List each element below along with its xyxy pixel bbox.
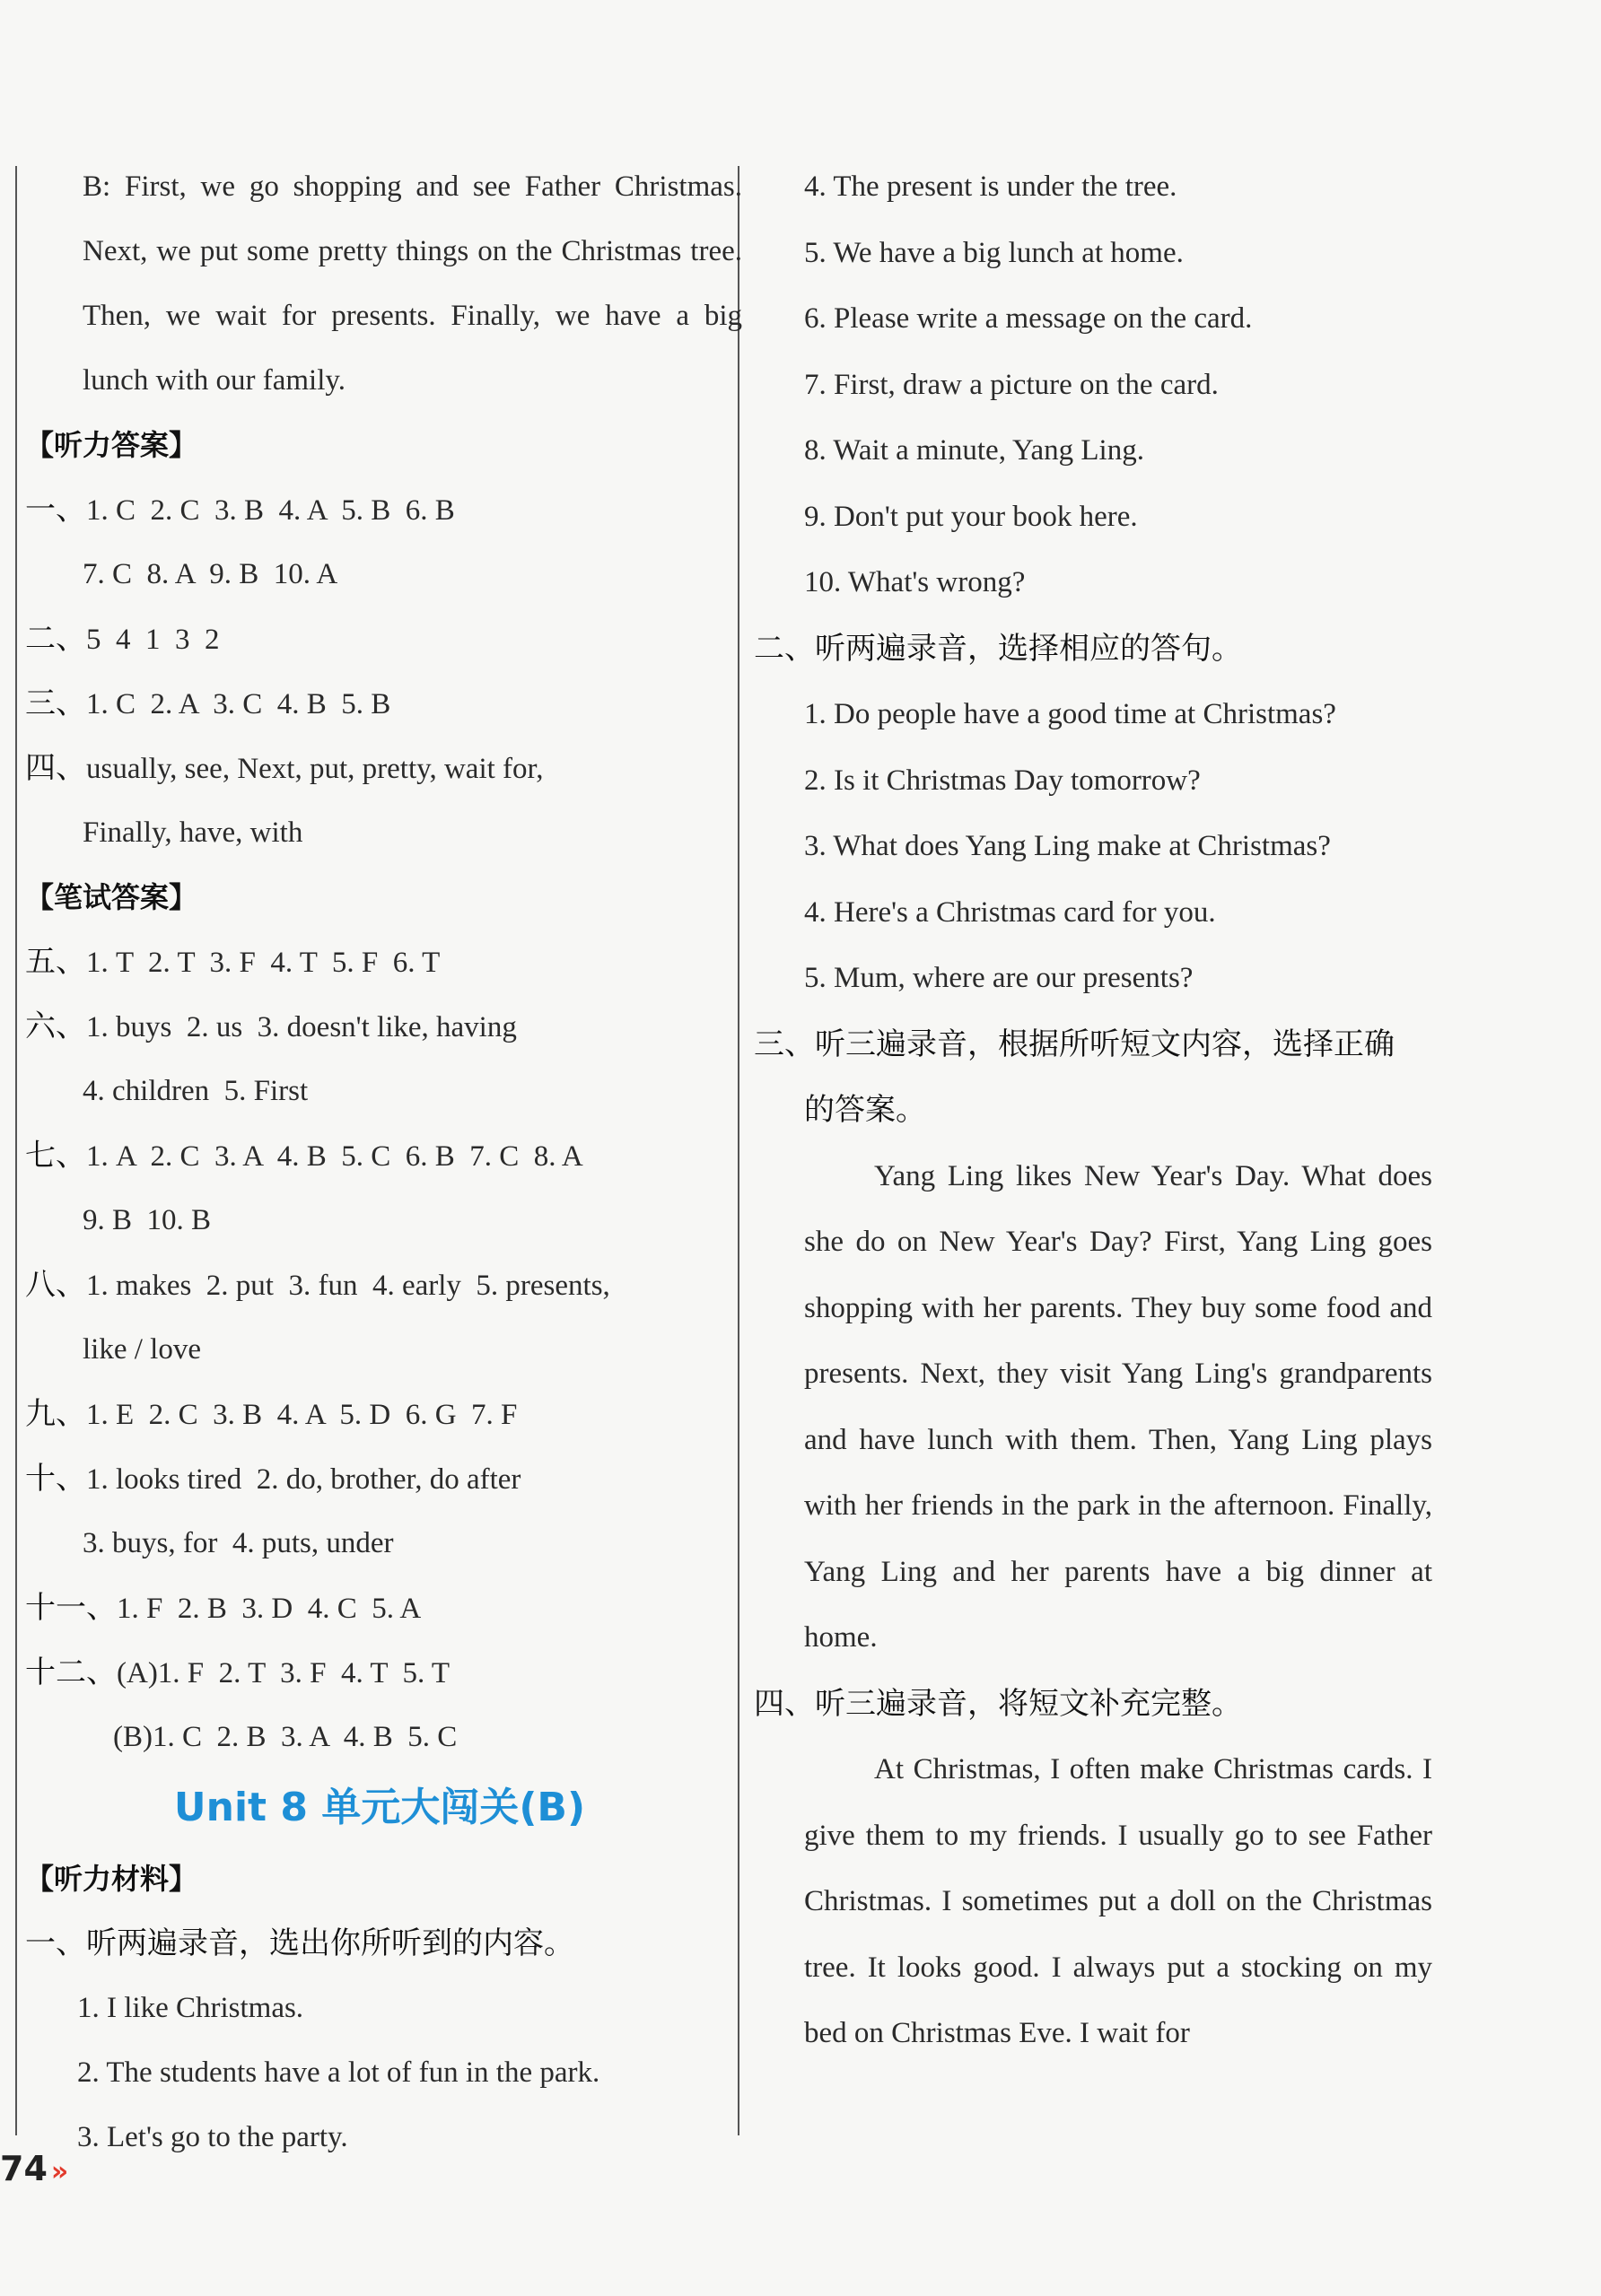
left-column: [25, 144, 742, 2169]
section-4-heading: 四、听三遍录音，将短文补充完整。: [754, 1685, 1242, 1722]
section-prefix: 一、: [25, 492, 86, 528]
left-margin-rule: [15, 166, 17, 2135]
answer-row-14: [25, 1382, 734, 1446]
section-prefix: 二、: [25, 621, 86, 657]
section-2-heading: 二、听两遍录音，选择相应的答句。: [754, 630, 1242, 667]
section-1-item: 6. Please write a message on the card.: [804, 302, 1253, 335]
answer-row-11: [25, 1188, 734, 1253]
unit-title: Unit 8 单元大闯关(B): [173, 1785, 586, 1830]
answer-text: 1. C 2. A 3. C 4. B 5. B: [86, 688, 391, 720]
section-1-item: 4. The present is under the tree.: [804, 170, 1177, 203]
answer-text: 9. B 10. B: [83, 1204, 212, 1236]
section-4-passage: At Christmas, I often make Christmas cards. I give them to my friends. I usually go to see Father Christmas. I sometimes put a doll on the Christmas tree. It looks good. I always put a stocking on my bed on Christmas Eve. I wait for: [804, 1753, 1432, 2049]
answer-row-15: [25, 1446, 734, 1511]
answer-text: 3. buys, for 4. puts, under: [83, 1527, 394, 1559]
section-prefix: 四、: [25, 750, 86, 786]
section-1-heading: 一、听两遍录音，选出你所听到的内容。: [25, 1925, 574, 1961]
section-prefix: 七、: [25, 1138, 86, 1174]
answer-row-6: [25, 800, 734, 865]
column-divider: [738, 166, 739, 2135]
section-2-item: 3. What does Yang Ling make at Christmas?: [804, 830, 1331, 862]
answer-text: 1. A 2. C 3. A 4. B 5. C 6. B 7. C 8. A: [86, 1140, 583, 1173]
section-1-item: 1. I like Christmas.: [77, 1992, 304, 2024]
answer-text: 1. F 2. B 3. D 4. C 5. A: [117, 1593, 422, 1625]
section-prefix: 三、: [25, 685, 86, 721]
answer-row-13: [25, 1317, 734, 1382]
answer-text: 7. C 8. A 9. B 10. A: [83, 558, 338, 590]
listening-answers-header: 【听力答案】: [25, 428, 198, 462]
section-3-heading: 三、听三遍录音，根据所听短文内容，选择正确: [754, 1026, 1395, 1062]
answer-text: 1. E 2. C 3. B 4. A 5. D 6. G 7. F: [86, 1399, 518, 1431]
answer-row-19: [25, 1705, 734, 1769]
intro-paragraph: B: First, we go shopping and see Father Christmas. Next, we put some pretty things on the Christmas tree. Then, we wait for presents. Finally, we have a big lunch with our family.: [83, 170, 742, 397]
answer-row-5: [25, 736, 734, 800]
answer-row-17: [25, 1576, 734, 1640]
answer-row-2: [25, 542, 734, 607]
answer-text: (A)1. F 2. T 3. F 4. T 5. T: [117, 1657, 451, 1689]
written-answers-header: 【笔试答案】: [25, 880, 198, 914]
page-number-text: 74: [0, 2149, 48, 2188]
section-1-item: 5. We have a big lunch at home.: [804, 236, 1184, 269]
section-1-item: 8. Wait a minute, Yang Ling.: [804, 434, 1144, 467]
answer-row-9: [25, 1059, 734, 1123]
section-1-item: 2. The students have a lot of fun in the park.: [77, 2056, 600, 2089]
section-2-item: 2. Is it Christmas Day tomorrow?: [804, 764, 1201, 797]
answer-text: Finally, have, with: [83, 816, 303, 849]
answer-text: like / love: [83, 1333, 201, 1366]
section-3-passage: Yang Ling likes New Year's Day. What does she do on New Year's Day? First, Yang Ling goes shopping with her parents. They buy some food and presents. Next, they visit Yang Ling's grandparents and have lunch with them. Then, Yang Ling plays with her friends in the park in the afternoon. Finally, Yang Ling and her parents have a big dinner at home.: [804, 1159, 1432, 1654]
right-column: [754, 154, 1454, 2067]
section-prefix: 八、: [25, 1267, 86, 1303]
section-2-item: 4. Here's a Christmas card for you.: [804, 895, 1216, 929]
answer-row-7: [25, 930, 734, 994]
answer-text: 1. buys 2. us 3. doesn't like, having: [86, 1011, 517, 1043]
section-1-item: 9. Don't put your book here.: [804, 500, 1138, 533]
answer-row-12: [25, 1253, 734, 1317]
section-prefix: 十、: [25, 1461, 86, 1497]
answer-row-8: [25, 994, 734, 1059]
section-1-item: 7. First, draw a picture on the card.: [804, 368, 1219, 401]
answer-text: usually, see, Next, put, pretty, wait for,: [86, 753, 544, 785]
section-1-item: 10. What's wrong?: [804, 566, 1026, 598]
answer-row-3: [25, 607, 734, 671]
answer-text: 1. T 2. T 3. F 4. T 5. F 6. T: [86, 947, 441, 979]
section-prefix: 十二、: [25, 1654, 117, 1690]
section-prefix: 六、: [25, 1008, 86, 1044]
answer-text: 1. looks tired 2. do, brother, do after: [86, 1463, 521, 1496]
answer-text: 4. children 5. First: [83, 1075, 309, 1107]
section-prefix: 十一、: [25, 1590, 117, 1626]
section-2-item: 5. Mum, where are our presents?: [804, 962, 1194, 994]
listening-material-header: 【听力材料】: [25, 1862, 198, 1896]
answer-row-18: [25, 1640, 734, 1705]
section-prefix: 九、: [25, 1396, 86, 1432]
section-3-heading-cont: 的答案。: [804, 1092, 926, 1128]
answer-text: 5 4 1 3 2: [86, 624, 220, 656]
answer-row-10: [25, 1123, 734, 1188]
page-number: [0, 2149, 68, 2188]
answer-text: 1. makes 2. put 3. fun 4. early 5. presents,: [86, 1270, 610, 1302]
answer-row-16: [25, 1511, 734, 1576]
section-1-item: 3. Let's go to the party.: [77, 2121, 348, 2153]
answer-row-4: [25, 671, 734, 736]
double-chevron-icon: »: [50, 2156, 69, 2187]
answer-row-1: [25, 477, 734, 542]
answer-text: (B)1. C 2. B 3. A 4. B 5. C: [113, 1721, 458, 1753]
section-2-item: 1. Do people have a good time at Christmas?: [804, 698, 1336, 730]
answer-text: 1. C 2. C 3. B 4. A 5. B 6. B: [86, 494, 455, 527]
section-prefix: 五、: [25, 944, 86, 980]
